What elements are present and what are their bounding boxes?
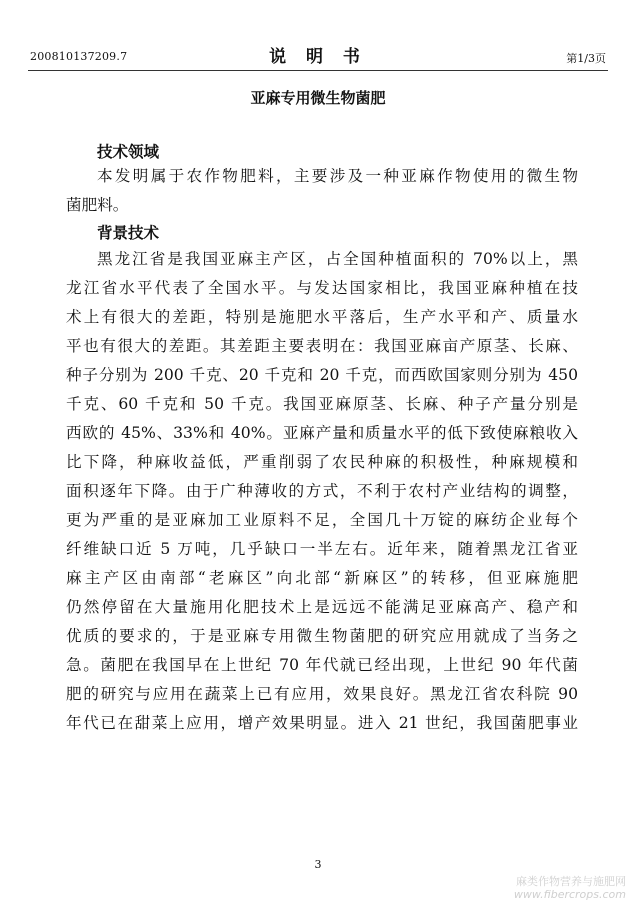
paragraph-line: 急。菌肥在我国早在上世纪 70 年代就已经出现，上世纪 90 年代菌	[66, 656, 578, 674]
paragraph-line: 更为严重的是亚麻加工业原料不足，全国几十万锭的麻纺企业每个	[66, 511, 578, 529]
paragraph-line: 面积逐年下降。由于广种薄收的方式，不利于农村产业结构的调整，	[66, 482, 578, 500]
section-heading-technical-field: 技术领域	[97, 143, 160, 161]
paragraph-line: 年代已在甜菜上应用，增产效果明显。进入 21 世纪，我国菌肥事业	[66, 714, 578, 732]
paragraph-line: 仍然停留在大量施用化肥技术上是远远不能满足亚麻高产、稳产和	[66, 598, 578, 616]
page-number: 3	[314, 858, 322, 871]
paragraph-line: 黑龙江省是我国亚麻主产区，占全国种植面积的 70%以上，黑	[97, 250, 578, 268]
paragraph-line: 麻主产区由南部“老麻区”向北部“新麻区”的转移，但亚麻施肥	[66, 569, 578, 587]
header-title: 说 明 书	[269, 47, 367, 67]
section-heading-background: 背景技术	[97, 224, 160, 242]
document-title: 亚麻专用微生物菌肥	[250, 89, 386, 107]
paragraph-line: 种子分别为 200 千克、20 千克和 20 千克，而西欧国家则分别为 450	[66, 366, 578, 384]
patent-number: 200810137209.7	[30, 50, 128, 63]
paragraph-line: 平也有很大的差距。其差距主要表明在：我国亚麻亩产原茎、长麻、	[66, 337, 578, 355]
paragraph-line: 优质的要求的，于是亚麻专用微生物菌肥的研究应用就成了当务之	[66, 627, 578, 645]
paragraph-line: 龙江省水平代表了全国水平。与发达国家相比，我国亚麻种植在技	[66, 279, 578, 297]
paragraph-line: 千克、60 千克和 50 千克。我国亚麻原茎、长麻、种子产量分别是	[66, 395, 578, 413]
paragraph-line: 比下降，种麻收益低，严重削弱了农民种麻的积极性，种麻规模和	[66, 453, 578, 471]
watermark-site-name: 麻类作物营养与施肥网	[516, 875, 626, 888]
paragraph-line: 西欧的 45%、33%和 40%。亚麻产量和质量水平的低下致使麻粮收入	[66, 424, 578, 442]
paragraph-line: 菌肥料。	[66, 196, 129, 214]
paragraph-line: 肥的研究与应用在蔬菜上已有应用，效果良好。黑龙江省农科院 90	[66, 685, 578, 703]
paragraph-line: 术上有很大的差距，特别是施肥水平落后，生产水平和产、质量水	[66, 308, 578, 326]
header-divider	[28, 70, 608, 71]
paragraph-line: 纤维缺口近 5 万吨，几乎缺口一半左右。近年来，随着黑龙江省亚	[66, 540, 578, 558]
watermark-url: www.fibercrops.com	[513, 888, 626, 901]
page-indicator: 第1/3页	[566, 52, 606, 65]
paragraph-line: 本发明属于农作物肥料，主要涉及一种亚麻作物使用的微生物	[97, 167, 578, 185]
watermark	[514, 875, 626, 901]
